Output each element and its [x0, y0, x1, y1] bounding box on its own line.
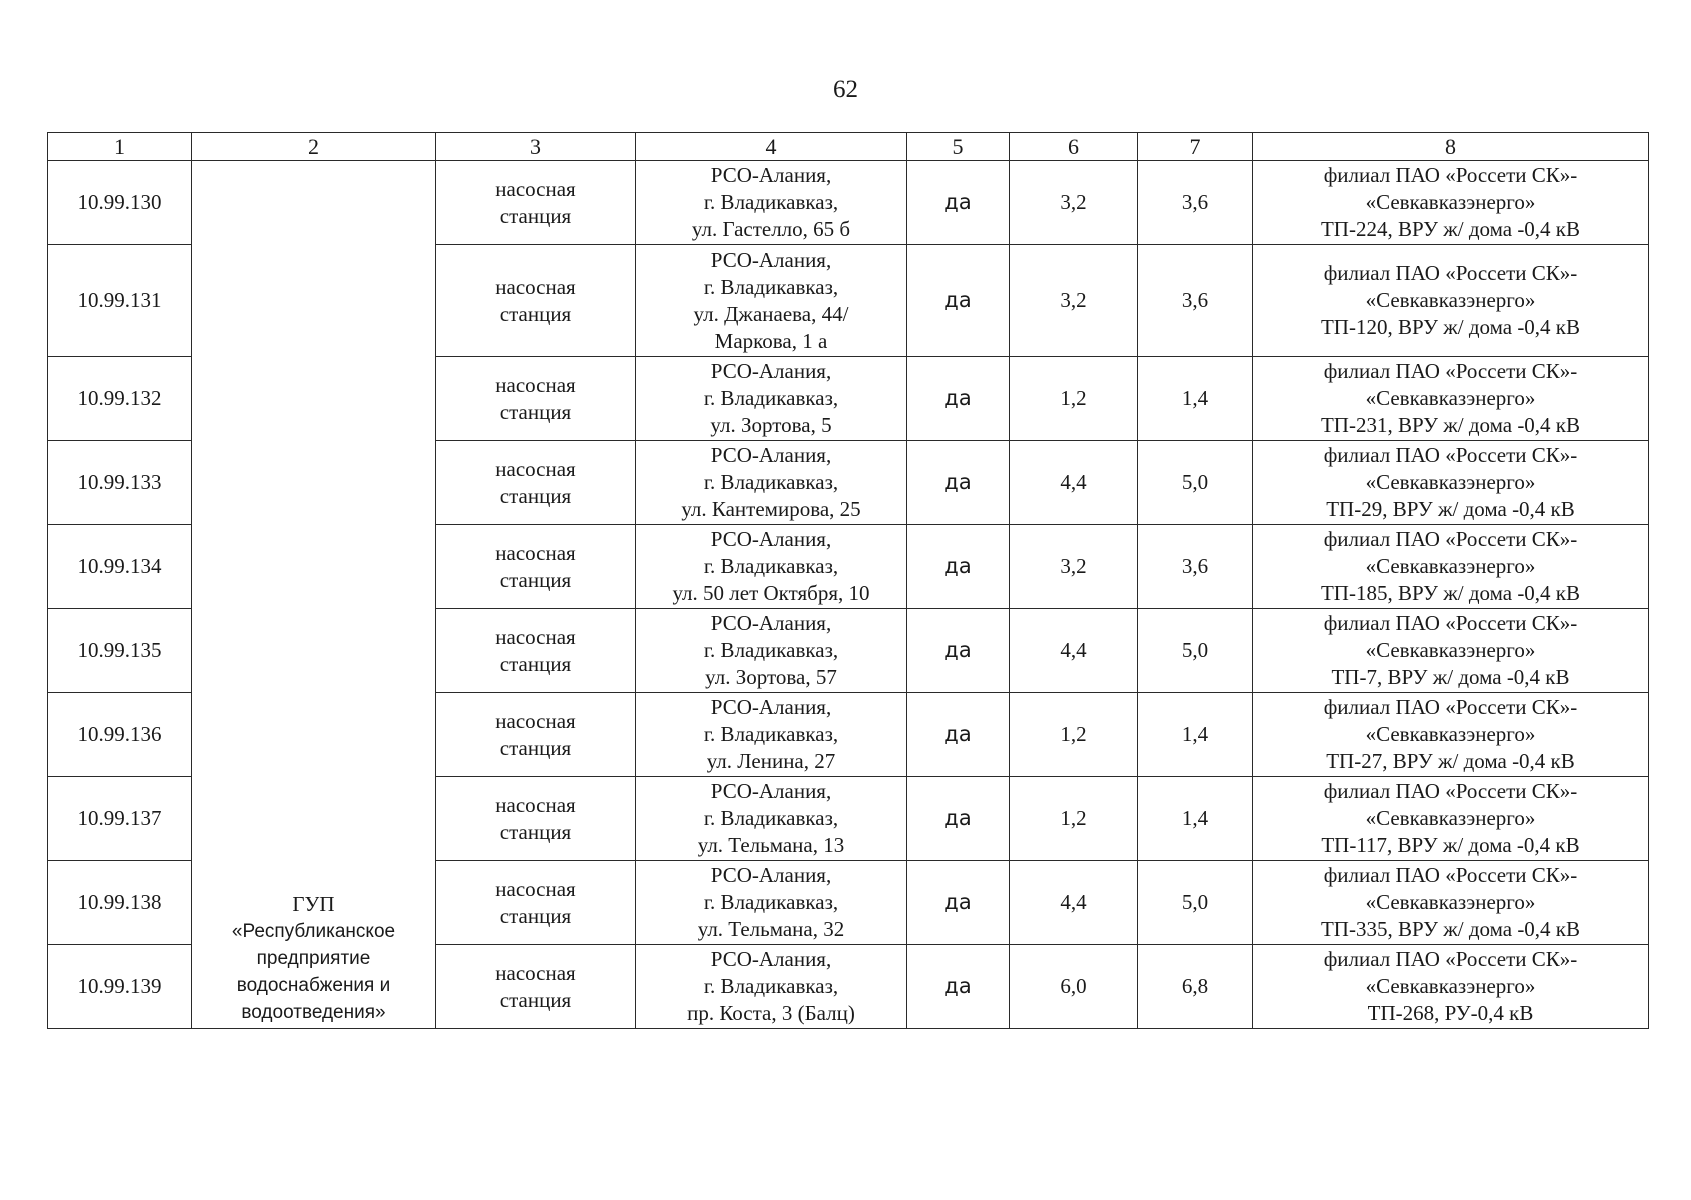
facility-type	[436, 609, 636, 693]
supplier-cell-line: филиал ПАО «Россети СК»-	[1323, 863, 1578, 887]
value-col6: 4,4	[1010, 441, 1138, 525]
address-cell-line: г. Владикавказ,	[703, 974, 839, 998]
address-cell-line: г. Владикавказ,	[703, 722, 839, 746]
facility-type	[436, 357, 636, 441]
address-cell-line: ул. Ленина, 27	[706, 749, 836, 773]
header-cell: 5	[907, 133, 1010, 161]
address-cell-line: г. Владикавказ,	[703, 554, 839, 578]
supplier-cell-line: ТП-185, ВРУ ж/ дома -0,4 кВ	[1320, 581, 1581, 605]
supplier-cell-line: ТП-224, ВРУ ж/ дома -0,4 кВ	[1320, 217, 1581, 241]
supplier-cell	[1253, 693, 1649, 777]
supplier-cell-line: ТП-7, ВРУ ж/ дома -0,4 кВ	[1331, 665, 1570, 689]
row-code: 10.99.136	[48, 693, 192, 777]
facility-type-line: станция	[499, 567, 572, 592]
header-cell: 8	[1253, 133, 1649, 161]
address-cell-line: г. Владикавказ,	[703, 638, 839, 662]
address-cell	[636, 245, 907, 357]
supplier-cell-line: «Севкавказэнерго»	[1365, 288, 1536, 312]
value-col6: 1,2	[1010, 777, 1138, 861]
organization-line: водоснабжения и	[236, 975, 391, 996]
organization-line: предприятие	[256, 948, 371, 969]
address-cell-line: РСО-Алания,	[710, 947, 832, 971]
supplier-cell-line: «Севкавказэнерго»	[1365, 974, 1536, 998]
address-cell-line: ул. Гастелло, 65 б	[691, 217, 851, 241]
facility-type-line: насосная	[495, 274, 576, 299]
supplier-cell-line: ТП-335, ВРУ ж/ дома -0,4 кВ	[1320, 917, 1581, 941]
value-col6: 6,0	[1010, 945, 1138, 1029]
address-cell	[636, 357, 907, 441]
row-code: 10.99.139	[48, 945, 192, 1029]
supplier-cell-line: ТП-268, РУ-0,4 кВ	[1367, 1001, 1534, 1025]
supplier-cell-line: «Севкавказэнерго»	[1365, 722, 1536, 746]
address-cell-line: РСО-Алания,	[710, 247, 832, 272]
facility-type-line: станция	[499, 735, 572, 760]
supplier-cell	[1253, 161, 1649, 245]
value-col6: 4,4	[1010, 609, 1138, 693]
organization-line: водоотведения»	[241, 1002, 386, 1023]
facility-type	[436, 777, 636, 861]
header-cell: 7	[1138, 133, 1253, 161]
flag-cell: да	[907, 693, 1010, 777]
address-cell-line: ул. Кантемирова, 25	[681, 497, 861, 521]
facility-type	[436, 441, 636, 525]
facility-type	[436, 693, 636, 777]
facility-type-line: станция	[499, 399, 572, 424]
supplier-cell	[1253, 861, 1649, 945]
value-col6: 3,2	[1010, 245, 1138, 357]
facility-type-line: станция	[499, 301, 572, 326]
value-col7: 5,0	[1138, 861, 1253, 945]
facility-type	[436, 525, 636, 609]
address-cell-line: г. Владикавказ,	[703, 470, 839, 494]
facility-type-line: насосная	[495, 624, 576, 649]
table-row	[48, 161, 1649, 245]
address-cell-line: г. Владикавказ,	[703, 890, 839, 914]
address-cell-line: РСО-Алания,	[710, 443, 832, 467]
supplier-cell-line: «Севкавказэнерго»	[1365, 190, 1536, 214]
supplier-cell-line: филиал ПАО «Россети СК»-	[1323, 947, 1578, 971]
address-cell	[636, 161, 907, 245]
address-cell	[636, 525, 907, 609]
header-cell: 2	[192, 133, 436, 161]
supplier-cell	[1253, 945, 1649, 1029]
supplier-cell-line: ТП-27, ВРУ ж/ дома -0,4 кВ	[1326, 749, 1575, 773]
value-col6: 3,2	[1010, 525, 1138, 609]
facility-type-line: насосная	[495, 456, 576, 481]
row-code: 10.99.138	[48, 861, 192, 945]
address-cell-line: РСО-Алания,	[710, 359, 832, 383]
flag-cell: да	[907, 945, 1010, 1029]
address-cell	[636, 861, 907, 945]
address-cell-line: ул. Джанаева, 44/	[693, 301, 849, 326]
facility-type-line: станция	[499, 903, 572, 928]
address-cell-line: ул. Тельмана, 32	[697, 917, 845, 941]
address-cell-line: ул. Тельмана, 13	[697, 833, 845, 857]
supplier-cell-line: ТП-120, ВРУ ж/ дома -0,4 кВ	[1320, 315, 1581, 339]
facility-type-line: станция	[499, 483, 572, 508]
supplier-cell-line: «Севкавказэнерго»	[1365, 890, 1536, 914]
address-cell-line: РСО-Алания,	[710, 779, 832, 803]
supplier-cell-line: ТП-117, ВРУ ж/ дома -0,4 кВ	[1321, 833, 1580, 857]
facility-type-line: станция	[499, 203, 572, 228]
address-cell	[636, 945, 907, 1029]
supplier-cell-line: филиал ПАО «Россети СК»-	[1323, 695, 1578, 719]
address-cell	[636, 441, 907, 525]
row-code: 10.99.134	[48, 525, 192, 609]
facility-type	[436, 245, 636, 357]
header-cell: 4	[636, 133, 907, 161]
organization-line: «Республиканское	[231, 921, 396, 942]
address-cell-line: г. Владикавказ,	[703, 274, 839, 299]
row-code: 10.99.133	[48, 441, 192, 525]
row-code: 10.99.135	[48, 609, 192, 693]
supplier-cell-line: филиал ПАО «Россети СК»-	[1323, 611, 1578, 635]
flag-cell: да	[907, 777, 1010, 861]
row-code: 10.99.132	[48, 357, 192, 441]
address-cell-line: г. Владикавказ,	[703, 190, 839, 214]
header-cell: 1	[48, 133, 192, 161]
supplier-cell	[1253, 357, 1649, 441]
supplier-cell	[1253, 777, 1649, 861]
row-code: 10.99.137	[48, 777, 192, 861]
row-code: 10.99.131	[48, 245, 192, 357]
value-col7: 3,6	[1138, 161, 1253, 245]
organization-line: ГУП	[292, 892, 335, 916]
supplier-cell	[1253, 609, 1649, 693]
address-cell-line: г. Владикавказ,	[703, 806, 839, 830]
facility-type	[436, 945, 636, 1029]
supplier-cell-line: «Севкавказэнерго»	[1365, 386, 1536, 410]
facility-type-line: станция	[499, 987, 572, 1012]
row-code: 10.99.130	[48, 161, 192, 245]
flag-cell: да	[907, 525, 1010, 609]
address-cell	[636, 777, 907, 861]
facility-type-line: насосная	[495, 372, 576, 397]
flag-cell: да	[907, 357, 1010, 441]
facility-type	[436, 861, 636, 945]
supplier-cell	[1253, 525, 1649, 609]
value-col6: 3,2	[1010, 161, 1138, 245]
supplier-cell-line: филиал ПАО «Россети СК»-	[1323, 261, 1578, 285]
supplier-cell	[1253, 245, 1649, 357]
supplier-cell-line: ТП-231, ВРУ ж/ дома -0,4 кВ	[1320, 413, 1581, 437]
value-col7: 1,4	[1138, 777, 1253, 861]
header-cell: 3	[436, 133, 636, 161]
supplier-cell-line: филиал ПАО «Россети СК»-	[1323, 359, 1578, 383]
supplier-cell-line: «Севкавказэнерго»	[1365, 470, 1536, 494]
value-col7: 1,4	[1138, 357, 1253, 441]
value-col6: 4,4	[1010, 861, 1138, 945]
address-cell-line: РСО-Алания,	[710, 863, 832, 887]
header-row	[48, 133, 1649, 161]
page-number: 62	[833, 76, 858, 103]
facility-type-line: насосная	[495, 176, 576, 201]
supplier-cell-line: «Севкавказэнерго»	[1365, 806, 1536, 830]
value-col7: 6,8	[1138, 945, 1253, 1029]
organization-cell	[192, 161, 436, 1029]
supplier-cell-line: «Севкавказэнерго»	[1365, 638, 1536, 662]
facility-type-line: насосная	[495, 540, 576, 565]
value-col7: 5,0	[1138, 441, 1253, 525]
facility-type	[436, 161, 636, 245]
address-cell-line: ул. Зортова, 5	[710, 413, 832, 437]
flag-cell: да	[907, 609, 1010, 693]
value-col7: 1,4	[1138, 693, 1253, 777]
value-col6: 1,2	[1010, 357, 1138, 441]
address-cell-line: г. Владикавказ,	[703, 386, 839, 410]
facility-type-line: насосная	[495, 708, 576, 733]
data-table	[47, 132, 1649, 1029]
facility-type-line: насосная	[495, 960, 576, 985]
facility-type-line: насосная	[495, 876, 576, 901]
address-cell-line: Маркова, 1 а	[714, 328, 828, 353]
flag-cell: да	[907, 245, 1010, 357]
header-cell: 6	[1010, 133, 1138, 161]
address-cell	[636, 693, 907, 777]
address-cell	[636, 609, 907, 693]
supplier-cell-line: ТП-29, ВРУ ж/ дома -0,4 кВ	[1326, 497, 1575, 521]
address-cell-line: РСО-Алания,	[710, 611, 832, 635]
facility-type-line: станция	[499, 819, 572, 844]
supplier-cell-line: филиал ПАО «Россети СК»-	[1323, 163, 1578, 187]
value-col7: 3,6	[1138, 245, 1253, 357]
supplier-cell-line: филиал ПАО «Россети СК»-	[1323, 527, 1578, 551]
flag-cell: да	[907, 161, 1010, 245]
value-col6: 1,2	[1010, 693, 1138, 777]
supplier-cell-line: филиал ПАО «Россети СК»-	[1323, 443, 1578, 467]
flag-cell: да	[907, 861, 1010, 945]
address-cell-line: ул. Зортова, 57	[705, 665, 837, 689]
supplier-cell-line: филиал ПАО «Россети СК»-	[1323, 779, 1578, 803]
address-cell-line: РСО-Алания,	[710, 527, 832, 551]
facility-type-line: станция	[499, 651, 572, 676]
flag-cell: да	[907, 441, 1010, 525]
address-cell-line: пр. Коста, 3 (Балц)	[687, 1001, 855, 1025]
value-col7: 5,0	[1138, 609, 1253, 693]
supplier-cell	[1253, 441, 1649, 525]
value-col7: 3,6	[1138, 525, 1253, 609]
supplier-cell-line: «Севкавказэнерго»	[1365, 554, 1536, 578]
address-cell-line: РСО-Алания,	[710, 695, 832, 719]
facility-type-line: насосная	[495, 792, 576, 817]
address-cell-line: ул. 50 лет Октября, 10	[672, 581, 870, 605]
address-cell-line: РСО-Алания,	[710, 163, 832, 187]
